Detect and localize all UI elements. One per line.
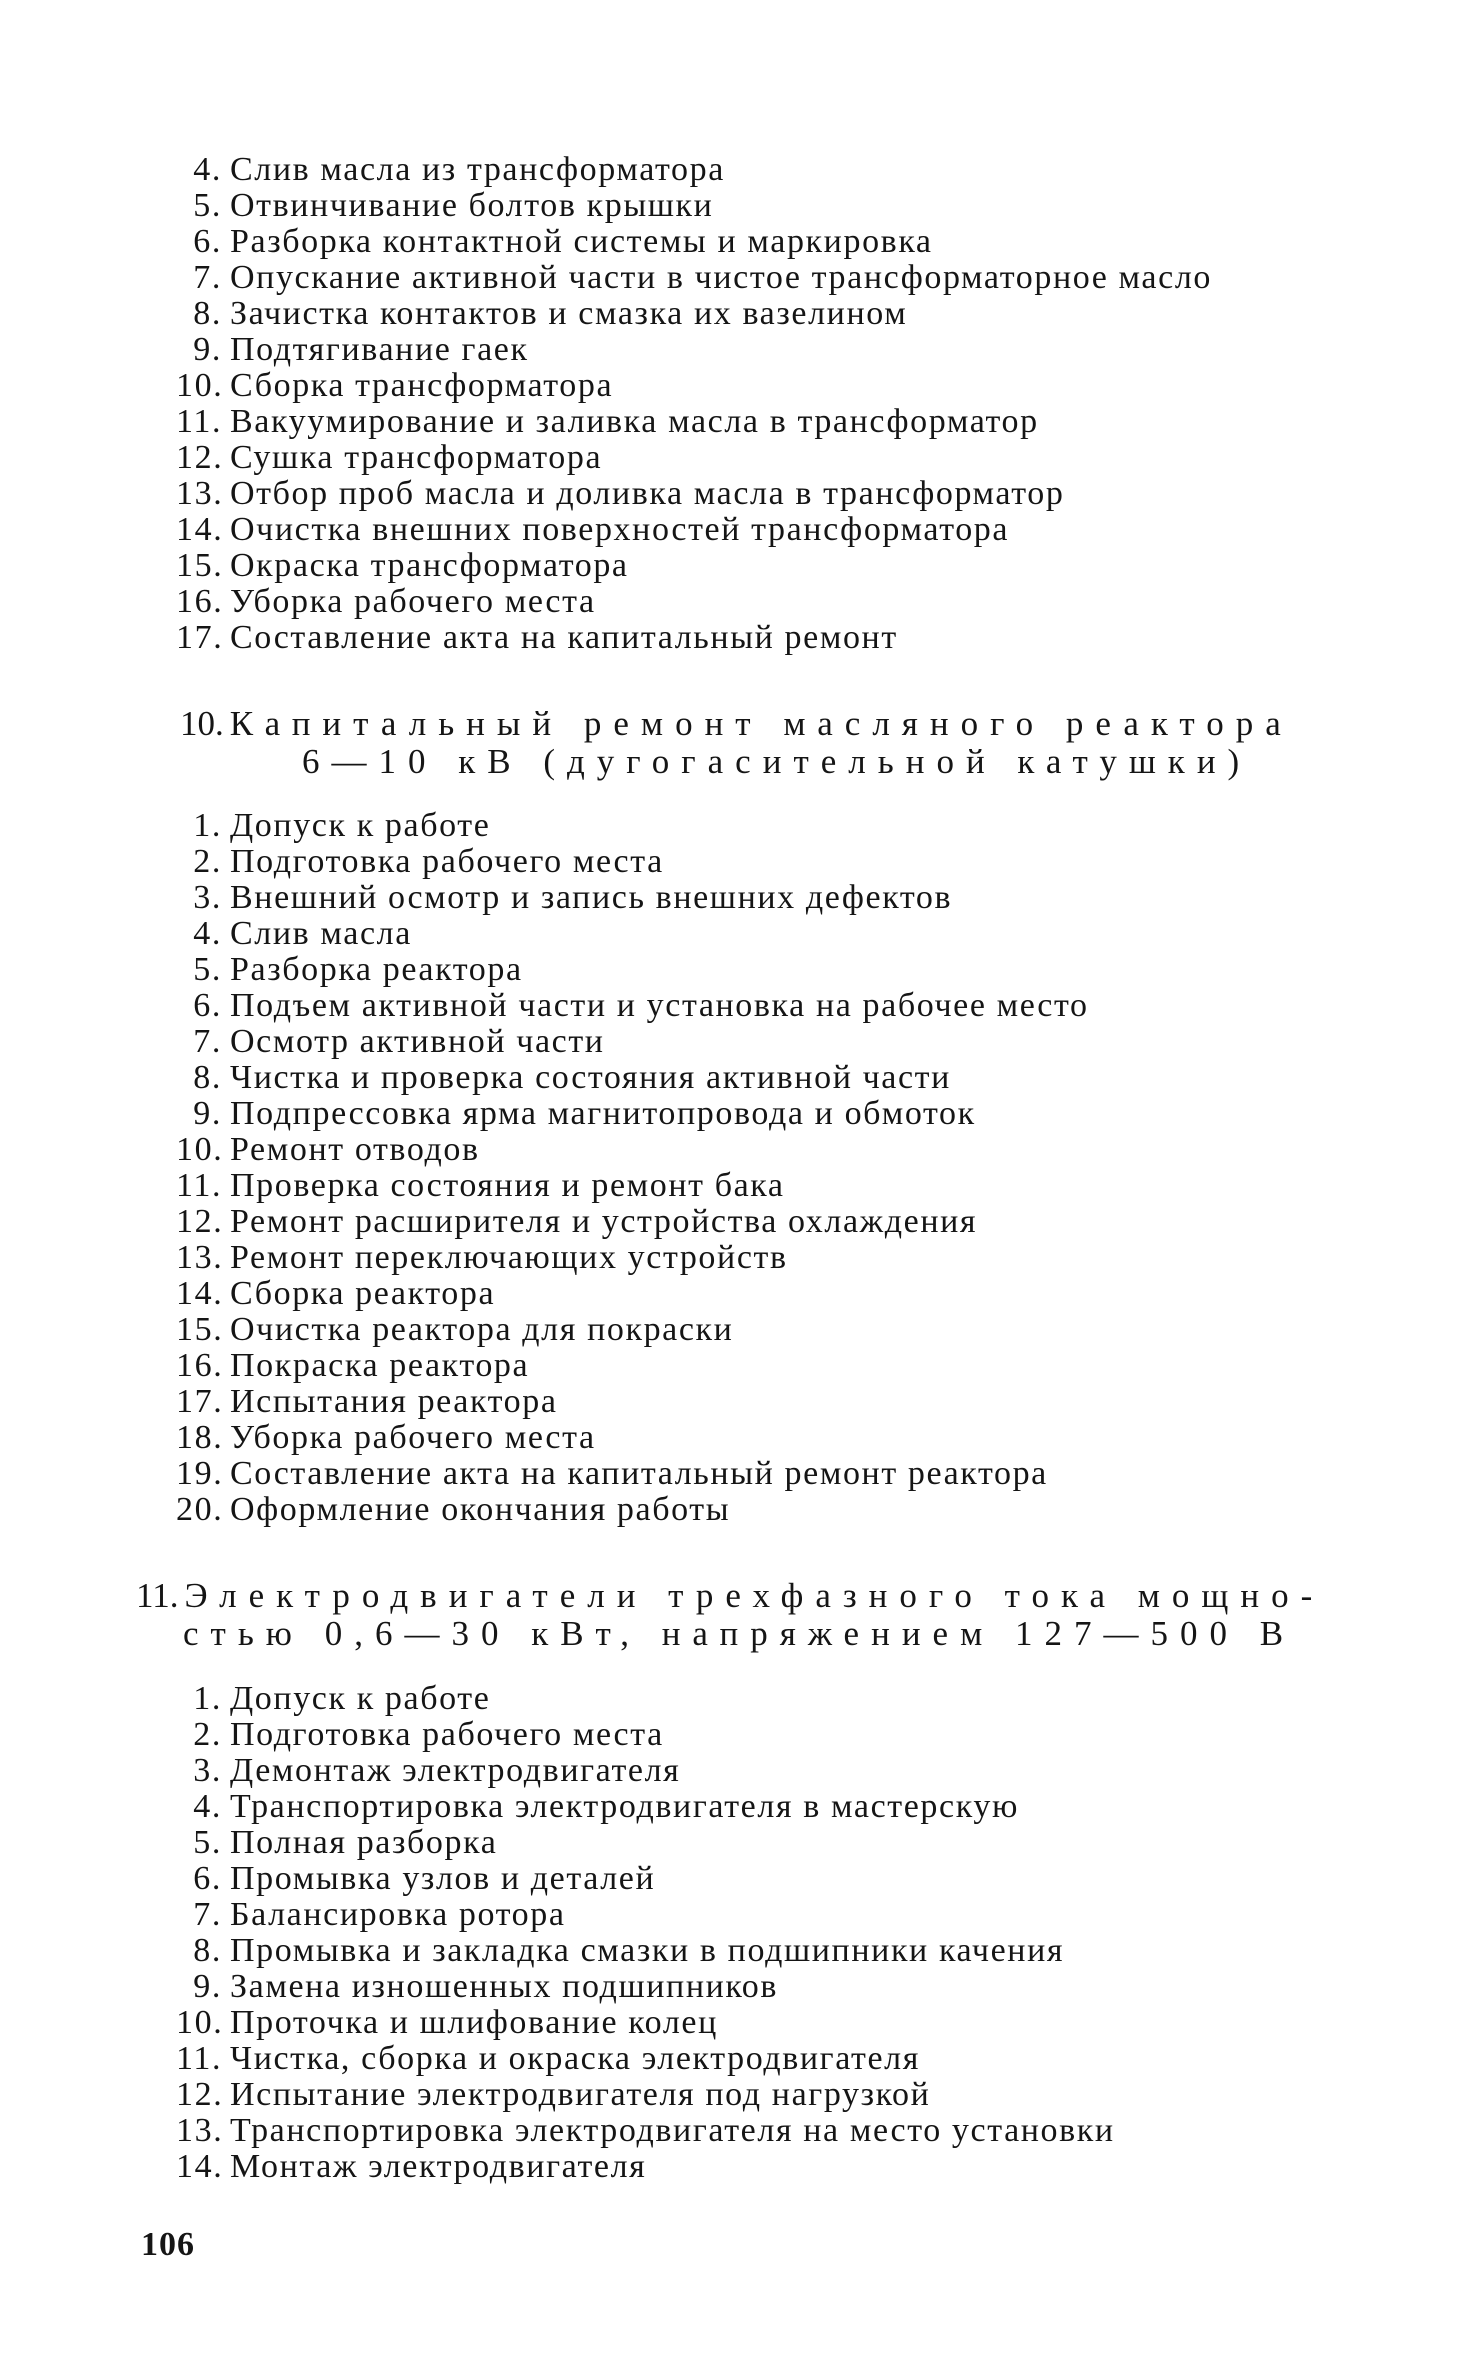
list-item-text: Проточка и шлифование колец <box>230 2004 718 2041</box>
list-item <box>176 512 1212 548</box>
list-item-number: 7. <box>193 1896 222 1933</box>
motor-repair-steps-list <box>176 1681 1115 2185</box>
list-item-number: 10. <box>176 367 224 404</box>
list-item-text: Слив масла из трансформатора <box>230 151 725 188</box>
list-item <box>176 224 1212 260</box>
list-item <box>176 1132 1089 1168</box>
list-item <box>176 260 1212 296</box>
list-item-text: Отвинчивание болтов крышки <box>230 187 714 224</box>
list-item-number: 6. <box>193 987 222 1024</box>
list-item-text: Отбор проб масла и доливка масла в трансформатор <box>230 475 1065 512</box>
list-item-number: 13. <box>176 1239 224 1276</box>
list-item-text: Покраска реактора <box>230 1347 530 1384</box>
list-item-number: 7. <box>193 259 222 296</box>
list-item <box>176 1825 1115 1861</box>
reactor-repair-steps-list <box>176 808 1089 1528</box>
list-item-text: Транспортировка электродвигателя в мастерскую <box>230 1788 1019 1825</box>
list-item-number: 14. <box>176 2148 224 2185</box>
list-item <box>176 916 1089 952</box>
list-item <box>176 988 1089 1024</box>
list-item-text: Окраска трансформатора <box>230 547 629 584</box>
list-item-text: Очистка внешних поверхностей трансформатора <box>230 511 1010 548</box>
list-item <box>176 2041 1115 2077</box>
list-item-text: Промывка узлов и деталей <box>230 1860 656 1897</box>
list-item-number: 9. <box>193 1095 222 1132</box>
list-item-number: 13. <box>176 2112 224 2149</box>
list-item-number: 18. <box>176 1419 224 1456</box>
list-item <box>176 1492 1089 1528</box>
list-item <box>176 1168 1089 1204</box>
list-item-text: Осмотр активной части <box>230 1023 605 1060</box>
list-item <box>176 1240 1089 1276</box>
list-item <box>176 1753 1115 1789</box>
list-item <box>176 584 1212 620</box>
list-item <box>176 1348 1089 1384</box>
list-item <box>176 1861 1115 1897</box>
list-item <box>176 368 1212 404</box>
list-item-number: 7. <box>193 1023 222 1060</box>
list-item <box>176 880 1089 916</box>
list-item <box>176 1276 1089 1312</box>
list-item-text: Разборка реактора <box>230 951 523 988</box>
list-item-text: Ремонт переключающих устройств <box>230 1239 788 1276</box>
list-item <box>176 1060 1089 1096</box>
list-item <box>176 1096 1089 1132</box>
list-item <box>176 548 1212 584</box>
list-item-number: 16. <box>176 583 224 620</box>
list-item <box>176 1384 1089 1420</box>
list-item-number: 10. <box>176 1131 224 1168</box>
list-item-text: Промывка и закладка смазки в подшипники качения <box>230 1932 1065 1969</box>
list-item <box>176 404 1212 440</box>
list-item <box>176 952 1089 988</box>
section-heading-11 <box>136 1577 1324 1653</box>
list-item-text: Ремонт отводов <box>230 1131 480 1168</box>
list-item-text: Чистка и проверка состояния активной части <box>230 1059 951 1096</box>
list-item-number: 17. <box>176 619 224 656</box>
list-item-text: Уборка рабочего места <box>230 1419 596 1456</box>
section-heading-10 <box>180 705 1293 781</box>
list-item-number: 2. <box>193 843 222 880</box>
list-item-number: 17. <box>176 1383 224 1420</box>
list-item <box>176 1312 1089 1348</box>
list-item <box>176 1717 1115 1753</box>
list-item-text: Уборка рабочего места <box>230 583 596 620</box>
list-item <box>176 2113 1115 2149</box>
list-item-number: 4. <box>193 1788 222 1825</box>
list-item-number: 20. <box>176 1491 224 1528</box>
list-item-number: 16. <box>176 1347 224 1384</box>
list-item <box>176 1681 1115 1717</box>
list-item <box>176 2005 1115 2041</box>
list-item-number: 12. <box>176 439 224 476</box>
list-item <box>176 808 1089 844</box>
list-item-number: 12. <box>176 1203 224 1240</box>
list-item-text: Замена изношенных подшипников <box>230 1968 779 2005</box>
list-item-number: 4. <box>193 915 222 952</box>
list-item-text: Подготовка рабочего места <box>230 1716 664 1753</box>
list-item-number: 8. <box>193 295 222 332</box>
list-item-text: Разборка контактной системы и маркировка <box>230 223 933 260</box>
list-item <box>176 1969 1115 2005</box>
section-title-line-2: 6—10 кВ (дугогасительной катушки) <box>302 742 1252 781</box>
list-item-number: 1. <box>193 1680 222 1717</box>
list-item-text: Монтаж электродвигателя <box>230 2148 647 2185</box>
list-item-text: Проверка состояния и ремонт бака <box>230 1167 785 1204</box>
list-item-text: Демонтаж электродвигателя <box>230 1752 681 1789</box>
section-title-line-1: Капитальный ремонт масляного реактора <box>229 704 1293 743</box>
list-item <box>176 1024 1089 1060</box>
list-item <box>176 188 1212 224</box>
list-item <box>176 2149 1115 2185</box>
list-item-number: 8. <box>193 1059 222 1096</box>
list-item <box>176 152 1212 188</box>
list-item-number: 6. <box>193 223 222 260</box>
list-item-text: Полная разборка <box>230 1824 498 1861</box>
page-number: 106 <box>141 2226 195 2263</box>
list-item-text: Допуск к работе <box>230 807 491 844</box>
list-item <box>176 1204 1089 1240</box>
list-item-number: 14. <box>176 511 224 548</box>
list-item-text: Подъем активной части и установка на рабочее место <box>230 987 1089 1024</box>
list-item-number: 3. <box>193 1752 222 1789</box>
list-item-number: 2. <box>193 1716 222 1753</box>
list-item-number: 5. <box>193 1824 222 1861</box>
list-item-number: 13. <box>176 475 224 512</box>
list-item-number: 8. <box>193 1932 222 1969</box>
list-item <box>176 476 1212 512</box>
list-item-text: Зачистка контактов и смазка их вазелином <box>230 295 908 332</box>
list-item-text: Балансировка ротора <box>230 1896 566 1933</box>
list-item <box>176 1420 1089 1456</box>
list-item-number: 11. <box>176 2040 223 2077</box>
list-item-number: 3. <box>193 879 222 916</box>
section-number: 10. <box>180 704 224 743</box>
list-item-text: Подпрессовка ярма магнитопровода и обмоток <box>230 1095 976 1132</box>
list-item-number: 12. <box>176 2076 224 2113</box>
list-item-text: Составление акта на капитальный ремонт <box>230 619 898 656</box>
repair-steps-list-continued <box>176 152 1212 656</box>
list-item-text: Испытания реактора <box>230 1383 558 1420</box>
list-item <box>176 1789 1115 1825</box>
list-item <box>176 1933 1115 1969</box>
list-item-number: 15. <box>176 547 224 584</box>
list-item-text: Слив масла <box>230 915 412 952</box>
list-item-text: Транспортировка электродвигателя на место установки <box>230 2112 1115 2149</box>
list-item-number: 11. <box>176 1167 223 1204</box>
list-item-text: Подтягивание гаек <box>230 331 529 368</box>
list-item-text: Сборка реактора <box>230 1275 496 1312</box>
list-item-text: Чистка, сборка и окраска электродвигателя <box>230 2040 920 2077</box>
list-item-text: Составление акта на капитальный ремонт реактора <box>230 1455 1048 1492</box>
list-item <box>176 844 1089 880</box>
list-item-text: Допуск к работе <box>230 1680 491 1717</box>
list-item-text: Ремонт расширителя и устройства охлаждения <box>230 1203 978 1240</box>
list-item-text: Сборка трансформатора <box>230 367 614 404</box>
list-item-text: Опускание активной части в чистое трансформаторное масло <box>230 259 1212 296</box>
list-item-number: 19. <box>176 1455 224 1492</box>
list-item <box>176 1456 1089 1492</box>
list-item-number: 9. <box>193 1968 222 2005</box>
list-item-number: 1. <box>193 807 222 844</box>
list-item-text: Оформление окончания работы <box>230 1491 731 1528</box>
list-item-text: Вакуумирование и заливка масла в трансформатор <box>230 403 1039 440</box>
list-item <box>176 332 1212 368</box>
list-item <box>176 296 1212 332</box>
list-item-number: 9. <box>193 331 222 368</box>
list-item-text: Подготовка рабочего места <box>230 843 664 880</box>
list-item-number: 6. <box>193 1860 222 1897</box>
list-item <box>176 620 1212 656</box>
list-item <box>176 1897 1115 1933</box>
list-item-text: Испытание электродвигателя под нагрузкой <box>230 2076 931 2113</box>
list-item-text: Сушка трансформатора <box>230 439 603 476</box>
list-item-number: 5. <box>193 187 222 224</box>
list-item <box>176 2077 1115 2113</box>
list-item-number: 10. <box>176 2004 224 2041</box>
list-item-number: 15. <box>176 1311 224 1348</box>
list-item <box>176 440 1212 476</box>
section-title-line-2: стью 0,6—30 кВт, напряжением 127—500 В <box>183 1614 1296 1653</box>
section-title-line-1: Электродвигатели трехфазного тока мощно- <box>184 1576 1325 1615</box>
list-item-number: 5. <box>193 951 222 988</box>
list-item-text: Очистка реактора для покраски <box>230 1311 734 1348</box>
section-number: 11. <box>136 1576 179 1615</box>
list-item-number: 14. <box>176 1275 224 1312</box>
list-item-number: 4. <box>193 151 222 188</box>
list-item-number: 11. <box>176 403 223 440</box>
list-item-text: Внешний осмотр и запись внешних дефектов <box>230 879 953 916</box>
